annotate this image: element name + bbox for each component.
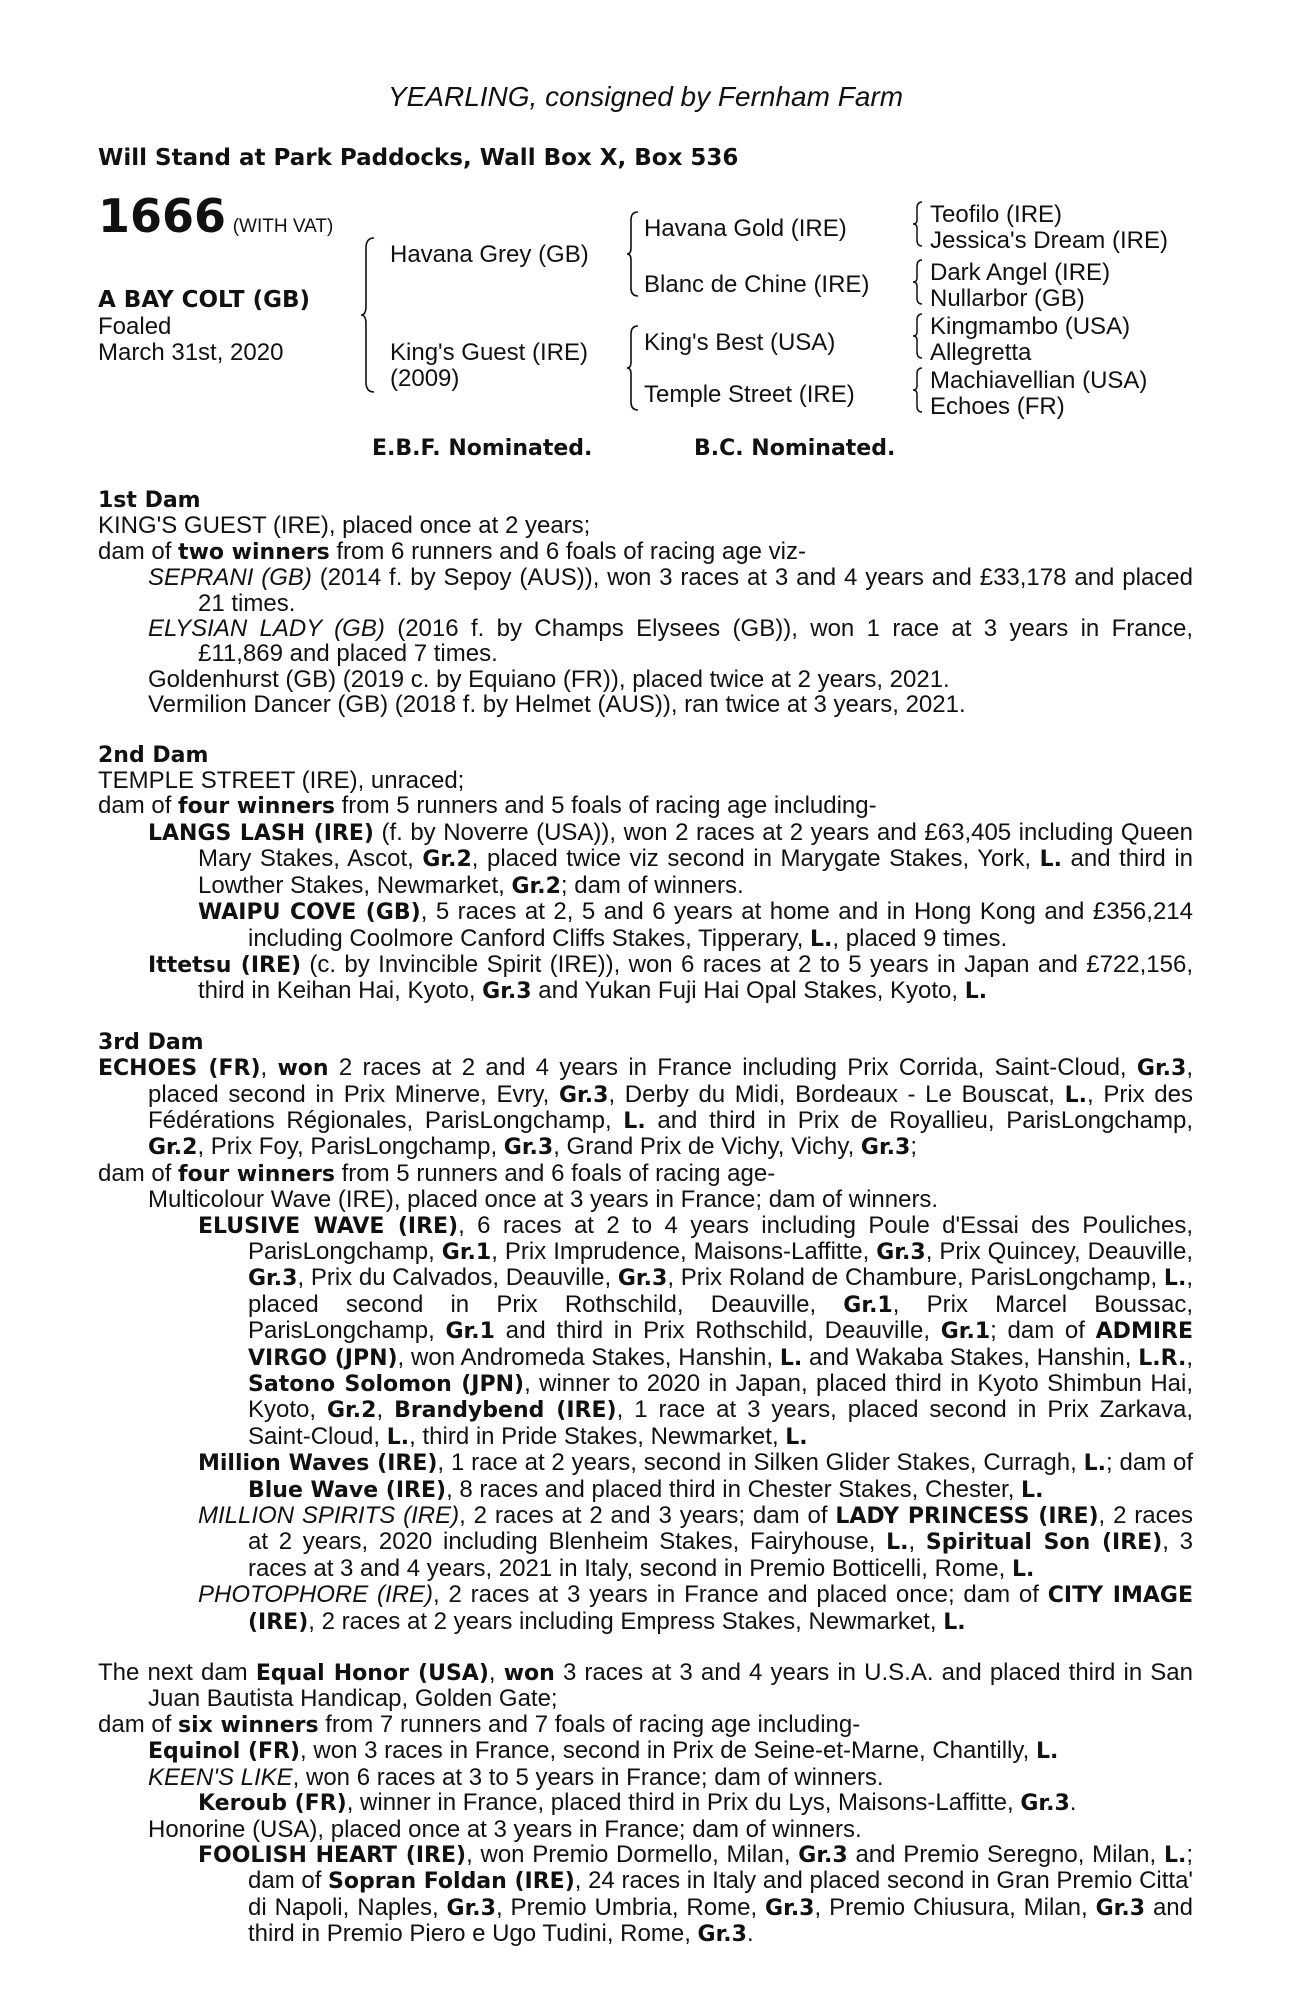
text-run: from 7 runners and 7 foals of racing age including- (318, 1710, 861, 1738)
text-run: . (746, 1920, 754, 1948)
text-run: , (908, 1528, 926, 1556)
horse-name: FOOLISH HEART (IRE) (198, 1842, 467, 1868)
text-run: , Derby du Midi, Bordeaux - Le Bouscat, (608, 1080, 1065, 1108)
text-run: KING'S GUEST (IRE), placed once at 2 years; (98, 512, 591, 540)
progeny-paragraph (98, 565, 1193, 616)
text-run: , won 6 races at 3 to 5 years in France; dam of winners. (292, 1763, 884, 1791)
foaled-label: Foaled (98, 313, 172, 340)
text-run: , placed twice viz second in Marygate Stakes, York, (471, 845, 1040, 873)
horse-name: L. (810, 926, 833, 952)
progeny-paragraph (98, 616, 1193, 667)
horse-name: L. (1083, 1451, 1106, 1477)
second-dam-heading: 2nd Dam (98, 742, 209, 768)
horse-name: Gr.1 (940, 1319, 991, 1345)
horse-name: Gr.2 (327, 1398, 377, 1424)
text-run: (2016 f. by Champs Elysees (GB)), won 1 race at 3 years in France, £11,869 and placed 7 times. (198, 615, 1193, 668)
horse-name: Gr.3 (617, 1266, 668, 1292)
horse-name: Gr.3 (1136, 1056, 1187, 1082)
horse-name: L. (886, 1530, 909, 1556)
text-run: and third in Prix de Royallieu, ParisLongchamp, (645, 1106, 1194, 1134)
horse-name: L.R. (1138, 1345, 1187, 1371)
horse-name: Gr.3 (559, 1082, 609, 1108)
text-run: and third in Premio Piero e Ugo Tudini, Rome, (248, 1893, 1193, 1948)
text-run: ; dam of (248, 1840, 1194, 1895)
horse-name: LADY PRINCESS (IRE) (835, 1504, 1099, 1530)
text-run: , (488, 1659, 504, 1687)
text-run: . (1069, 1789, 1077, 1817)
horse-name: L. (1064, 1082, 1087, 1108)
section-gap (98, 1635, 1193, 1660)
dam-paragraph (98, 539, 1193, 565)
pedigree-text (98, 488, 1193, 1948)
horse-name: won (503, 1661, 555, 1687)
parents-brace (360, 236, 376, 394)
dam-paragraph (98, 1712, 1193, 1738)
dam-paragraph (98, 513, 1193, 538)
horse-name: Spiritual Son (IRE) (925, 1530, 1163, 1556)
text-run: from 6 runners and 6 foals of racing age viz- (329, 537, 806, 565)
text-run: and third in Prix Rothschild, Deauville, (494, 1317, 941, 1345)
text-run: Goldenhurst (GB) (2019 c. by Equiano (FR)), placed twice at 2 years, 2021. (148, 665, 950, 693)
section-gap (98, 1005, 1193, 1030)
horse-name: Gr.3 (446, 1895, 496, 1921)
text-run: , 3 races at 3 and 4 years, 2021 in Italy, second in Premio Botticelli, Rome, (248, 1528, 1193, 1582)
ggp-7: Machiavellian (USA) (930, 367, 1148, 394)
horse-name: ELUSIVE WAVE (IRE) (198, 1213, 459, 1239)
progeny-paragraph (98, 1503, 1193, 1582)
text-run: and Yukan Fuji Hai Opal Stakes, Kyoto, (531, 977, 965, 1005)
text-run: (f. by Noverre (USA)), won 2 races at 2 years and £63,405 including Queen Mary Stakes, Ascot, (198, 818, 1193, 873)
text-run: Multicolour Wave (IRE), placed once at 3 years in France; dam of winners. (148, 1186, 939, 1214)
ggp-brace-1 (912, 200, 924, 248)
dam-name: King's Guest (IRE) (390, 339, 588, 366)
text-run: , Grand Prix de Vichy, Vichy, (553, 1133, 861, 1161)
ggp-brace-3 (912, 312, 924, 360)
location-line: Will Stand at Park Paddocks, Wall Box X, Box 536 (98, 145, 739, 171)
progeny-paragraph (98, 1738, 1193, 1764)
italic-name: MILLION SPIRITS (IRE) (198, 1502, 460, 1530)
text-run: , won Andromeda Stakes, Hanshin, (397, 1343, 780, 1371)
ggp-6: Allegretta (930, 339, 1032, 366)
text-run: , Prix Quincey, Deauville, (925, 1237, 1193, 1265)
text-run: , Prix Foy, ParisLongchamp, (197, 1133, 504, 1161)
progeny-paragraph (98, 1187, 1193, 1212)
horse-name: Gr.3 (482, 979, 532, 1005)
text-run: , Premio Umbria, Rome, (495, 1893, 766, 1921)
horse-name: L. (785, 1424, 808, 1450)
bc-nomination: B.C. Nominated. (694, 436, 896, 461)
horse-name: L. (1163, 1842, 1187, 1868)
text-run: (c. by Invincible Spirit (IRE)), won 6 races at 2 to 5 years in Japan and £722,156, third in Keihan Hai, Kyoto, (198, 950, 1194, 1005)
text-run: , winner in France, placed third in Prix du Lys, Maisons-Laffitte, (346, 1789, 1021, 1817)
text-run: , 2 races at 2 years, 2020 including Blenheim Stakes, Fairyhouse, (248, 1502, 1193, 1556)
section-gap (98, 718, 1193, 743)
text-run: The next dam (98, 1659, 256, 1687)
text-run: Honorine (USA), placed once at 3 years in France; dam of winners. (148, 1815, 862, 1843)
ggp-1: Teofilo (IRE) (930, 201, 1063, 228)
horse-name: Million Waves (IRE) (198, 1451, 438, 1477)
horse-name: Brandybend (IRE) (394, 1398, 617, 1424)
horse-name: Blue Wave (IRE) (248, 1477, 447, 1503)
ggp-4: Nullarbor (GB) (930, 285, 1085, 312)
text-run: , Prix des Fédérations Régionales, ParisLongchamp, (148, 1080, 1193, 1134)
text-run: 2 races at 2 and 4 years in France including Prix Corrida, Saint-Cloud, (328, 1054, 1137, 1082)
text-run: , 2 races at 2 years including Empress Stakes, Newmarket, (308, 1607, 944, 1635)
horse-name: Keroub (FR) (198, 1791, 347, 1817)
text-run: , 2 races at 3 years in France and placed once; dam of (433, 1581, 1048, 1609)
progeny-paragraph (98, 1213, 1193, 1451)
sire-brace (626, 210, 640, 298)
progeny-paragraph (98, 1765, 1193, 1790)
text-run: , 24 races in Italy and placed second in Gran Premio Citta' di Napoli, Naples, (248, 1867, 1193, 1921)
text-run: ; (910, 1133, 918, 1161)
ggp-2: Jessica's Dream (IRE) (930, 227, 1168, 254)
first-dam-heading: 1st Dam (98, 488, 201, 513)
text-run: , placed 9 times. (832, 924, 1008, 952)
text-run: , 1 race at 2 years, second in Silken Glider Stakes, Curragh, (437, 1449, 1084, 1477)
horse-name: L. (779, 1345, 803, 1371)
text-run: , 1 race at 3 years, placed second in Prix Zarkava, Saint-Cloud, (248, 1396, 1194, 1450)
text-run: from 5 runners and 5 foals of racing age including- (334, 792, 877, 820)
progeny-paragraph (98, 1790, 1193, 1816)
text-run: ; dam of (1105, 1449, 1193, 1477)
dam-year: (2009) (390, 365, 460, 392)
horse-name: L. (1021, 1477, 1044, 1503)
italic-name: KEEN'S LIKE (148, 1763, 293, 1791)
ebf-nomination: E.B.F. Nominated. (372, 436, 593, 461)
dam-sire: King's Best (USA) (644, 329, 836, 356)
page-heading: YEARLING, consigned by Fernham Farm (387, 81, 904, 112)
text-run: , 6 races at 2 to 4 years including Poule d'Essai des Pouliches, ParisLongchamp, (248, 1211, 1193, 1265)
horse-name: WAIPU COVE (GB) (198, 900, 421, 926)
italic-name: SEPRANI (GB) (148, 564, 312, 592)
horse-name: Gr.2 (148, 1135, 198, 1161)
horse-name: six winners (178, 1712, 319, 1738)
ggp-5: Kingmambo (USA) (930, 313, 1131, 340)
horse-name: Gr.3 (503, 1135, 554, 1161)
sire-name: Havana Grey (GB) (390, 241, 589, 268)
text-run: (2014 f. by Sepoy (AUS)), won 3 races at 3 and 4 years and £33,178 and placed 21 times. (198, 564, 1193, 617)
text-run: and third in Lowther Stakes, Newmarket, (198, 845, 1193, 899)
horse-name: Gr.3 (860, 1135, 911, 1161)
horse-name: won (277, 1056, 329, 1082)
horse-name: Ittetsu (IRE) (148, 952, 302, 978)
horse-name: L. (964, 979, 988, 1005)
lot-description: A BAY COLT (GB) (98, 287, 311, 313)
horse-name: L. (1163, 1266, 1187, 1292)
horse-name: Gr.1 (843, 1292, 893, 1318)
dam-paragraph (98, 768, 1193, 793)
horse-name: L. (1011, 1556, 1035, 1582)
next-dam-paragraph (98, 1660, 1193, 1712)
dam-paragraph (98, 793, 1193, 819)
vat-note: (WITH VAT) (232, 216, 334, 237)
text-run: , Prix Marcel Boussac, ParisLongchamp, (248, 1290, 1193, 1345)
lot-number: 1666 (98, 189, 227, 243)
horse-name: two winners (178, 539, 330, 565)
progeny-paragraph (98, 1582, 1193, 1635)
dam-paragraph (98, 1161, 1193, 1187)
text-run: , (1186, 1343, 1193, 1371)
horse-name: four winners (178, 1161, 335, 1187)
horse-name: Gr.3 (1095, 1895, 1146, 1921)
horse-name: LANGS LASH (IRE) (148, 820, 374, 846)
horse-name: Gr.2 (511, 873, 561, 899)
text-run: , (260, 1054, 278, 1082)
horse-name: Gr.3 (798, 1842, 848, 1868)
ggp-8: Echoes (FR) (930, 393, 1065, 420)
text-run: , 5 races at 2, 5 and 6 years at home and in Hong Kong and £356,214 including Coolmore Canford Cliffs Stakes, Tipperary, (248, 898, 1193, 952)
dam-dam: Temple Street (IRE) (644, 381, 855, 408)
text-run: , Prix Roland de Chambure, ParisLongchamp, (667, 1264, 1164, 1292)
text-run: ; dam of winners. (560, 871, 744, 899)
text-run: , 2 races at 2 and 3 years; dam of (459, 1502, 836, 1530)
text-run: and Wakaba Stakes, Hanshin, (802, 1343, 1139, 1371)
text-run: from 5 runners and 6 foals of racing age- (334, 1159, 776, 1187)
text-run: , won 3 races in France, second in Prix de Seine-et-Marne, Chantilly, (300, 1737, 1036, 1765)
horse-name: L. (1039, 847, 1062, 873)
text-run: ; dam of (990, 1317, 1096, 1345)
horse-name: CITY IMAGE (IRE) (248, 1583, 1193, 1635)
text-run: , placed second in Prix Minerve, Evry, (148, 1054, 1193, 1108)
text-run: 3 races at 3 and 4 years in U.S.A. and placed third in San Juan Bautista Handicap, Golden Gate; (148, 1659, 1194, 1713)
horse-name: Gr.1 (441, 1239, 492, 1265)
lot-number-block (98, 189, 334, 243)
horse-name: Gr.3 (697, 1922, 747, 1948)
ggp-3: Dark Angel (IRE) (930, 259, 1111, 286)
text-run: , Premio Chiusura, Milan, (814, 1893, 1096, 1921)
ggp-brace-4 (912, 366, 924, 414)
horse-name: Gr.2 (422, 847, 472, 873)
text-run: dam of (98, 1159, 179, 1187)
horse-name: L. (943, 1609, 966, 1635)
progeny-paragraph (98, 820, 1193, 899)
text-run: , 8 races and placed third in Chester Stakes, Chester, (446, 1475, 1022, 1503)
progeny-paragraph (98, 952, 1193, 1005)
ggp-brace-2 (912, 258, 924, 306)
text-run: , winner to 2020 in Japan, placed third in Kyoto Shimbun Hai, Kyoto, (248, 1370, 1193, 1424)
horse-name: Sopran Foldan (IRE) (328, 1869, 575, 1895)
text-run: dam of (98, 792, 179, 820)
text-run: dam of (98, 1710, 179, 1738)
horse-name: ADMIRE VIRGO (JPN) (248, 1319, 1193, 1371)
horse-name: Gr.3 (765, 1895, 815, 1921)
progeny-paragraph (98, 1817, 1193, 1842)
horse-name: Equinol (FR) (148, 1739, 301, 1765)
horse-name: L. (1035, 1739, 1059, 1765)
horse-name: four winners (178, 794, 335, 820)
text-run: , placed second in Prix Rothschild, Deauville, (248, 1264, 1193, 1318)
text-run: and Premio Seregno, Milan, (847, 1840, 1164, 1868)
progeny-paragraph (98, 667, 1193, 692)
sire-dam: Blanc de Chine (IRE) (644, 271, 870, 298)
text-run: , third in Pride Stakes, Newmarket, (409, 1422, 786, 1450)
progeny-paragraph (98, 1450, 1193, 1503)
progeny-paragraph (98, 899, 1193, 952)
text-run: , Prix du Calvados, Deauville, (297, 1264, 618, 1292)
text-run: TEMPLE STREET (IRE), unraced; (98, 767, 465, 795)
horse-name: L. (386, 1424, 410, 1450)
text-run: , Prix Imprudence, Maisons-Laffitte, (491, 1237, 877, 1265)
horse-name: Gr.3 (876, 1239, 926, 1265)
progeny-paragraph (98, 692, 1193, 717)
dam-paragraph (98, 1055, 1193, 1161)
text-run: dam of (98, 537, 179, 565)
horse-name: Satono Solomon (JPN) (248, 1372, 525, 1397)
italic-name: PHOTOPHORE (IRE) (198, 1581, 434, 1609)
horse-name: Gr.1 (445, 1319, 495, 1345)
horse-name: Gr.3 (1020, 1791, 1070, 1817)
progeny-paragraph (98, 1842, 1193, 1948)
third-dam-heading: 3rd Dam (98, 1029, 204, 1055)
horse-name: Gr.3 (248, 1266, 298, 1292)
text-run: , won Premio Dormello, Milan, (466, 1840, 799, 1868)
text-run: Vermilion Dancer (GB) (2018 f. by Helmet (AUS)), ran twice at 3 years, 2021. (148, 691, 966, 719)
horse-name: L. (623, 1108, 646, 1134)
horse-name: ECHOES (FR) (98, 1056, 261, 1082)
text-run: , (376, 1396, 395, 1424)
horse-name: Equal Honor (USA) (255, 1661, 489, 1687)
italic-name: ELYSIAN LADY (GB) (148, 615, 385, 643)
foaled-date: March 31st, 2020 (98, 339, 284, 366)
dam-brace (626, 324, 640, 412)
sire-sire: Havana Gold (IRE) (644, 215, 847, 242)
